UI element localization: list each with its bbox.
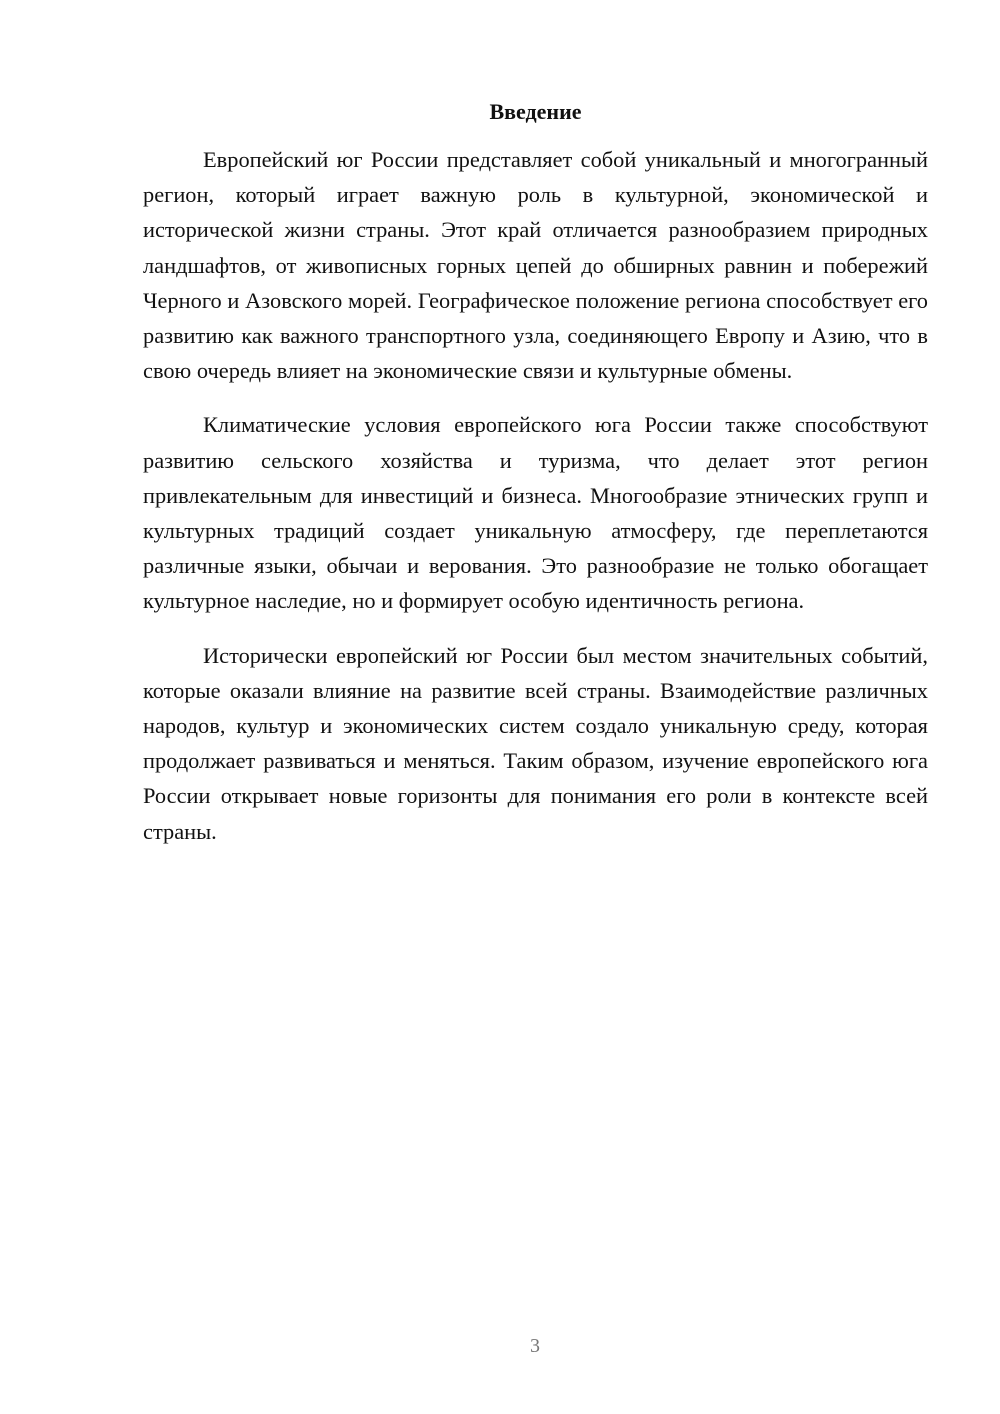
section-title: Введение — [489, 99, 582, 124]
paragraph-1: Европейский юг России представляет собой уникальный и многогранный регион, который играет важную роль в культурной, экономической и исторической жизни страны. Этот край отличается разнообразием природных ландшафтов, от живописных горных цепей до обширных равнин и побережий Черного и Азовского морей. Географическое положение региона способствует его развитию как важного транспортного узла, соединяющего Европу и Азию, что в свою очередь влияет на экономические связи и культурные обмены. — [143, 147, 928, 384]
body-text — [143, 142, 928, 868]
paragraph-2: Климатические условия европейского юга России также способствуют развитию сельского хозяйства и туризма, что делает этот регион привлекательным для инвестиций и бизнеса. Многообразие этнических групп и культурных традиций создает уникальную атмосферу, где переплетаются различные языки, обычаи и верования. Это разнообразие не только обогащает культурное наследие, но и формирует особую идентичность региона. — [143, 412, 928, 614]
paragraph-3: Исторически европейский юг России был местом значительных событий, которые оказали влияние на развитие всей страны. Взаимодействие различных народов, культур и экономических систем создало уникальную среду, которая продолжает развиваться и меняться. Таким образом, изучение европейского юга России открывает новые горизонты для понимания его роли в контексте всей страны. — [143, 642, 928, 844]
page-number: 3 — [530, 1335, 540, 1357]
